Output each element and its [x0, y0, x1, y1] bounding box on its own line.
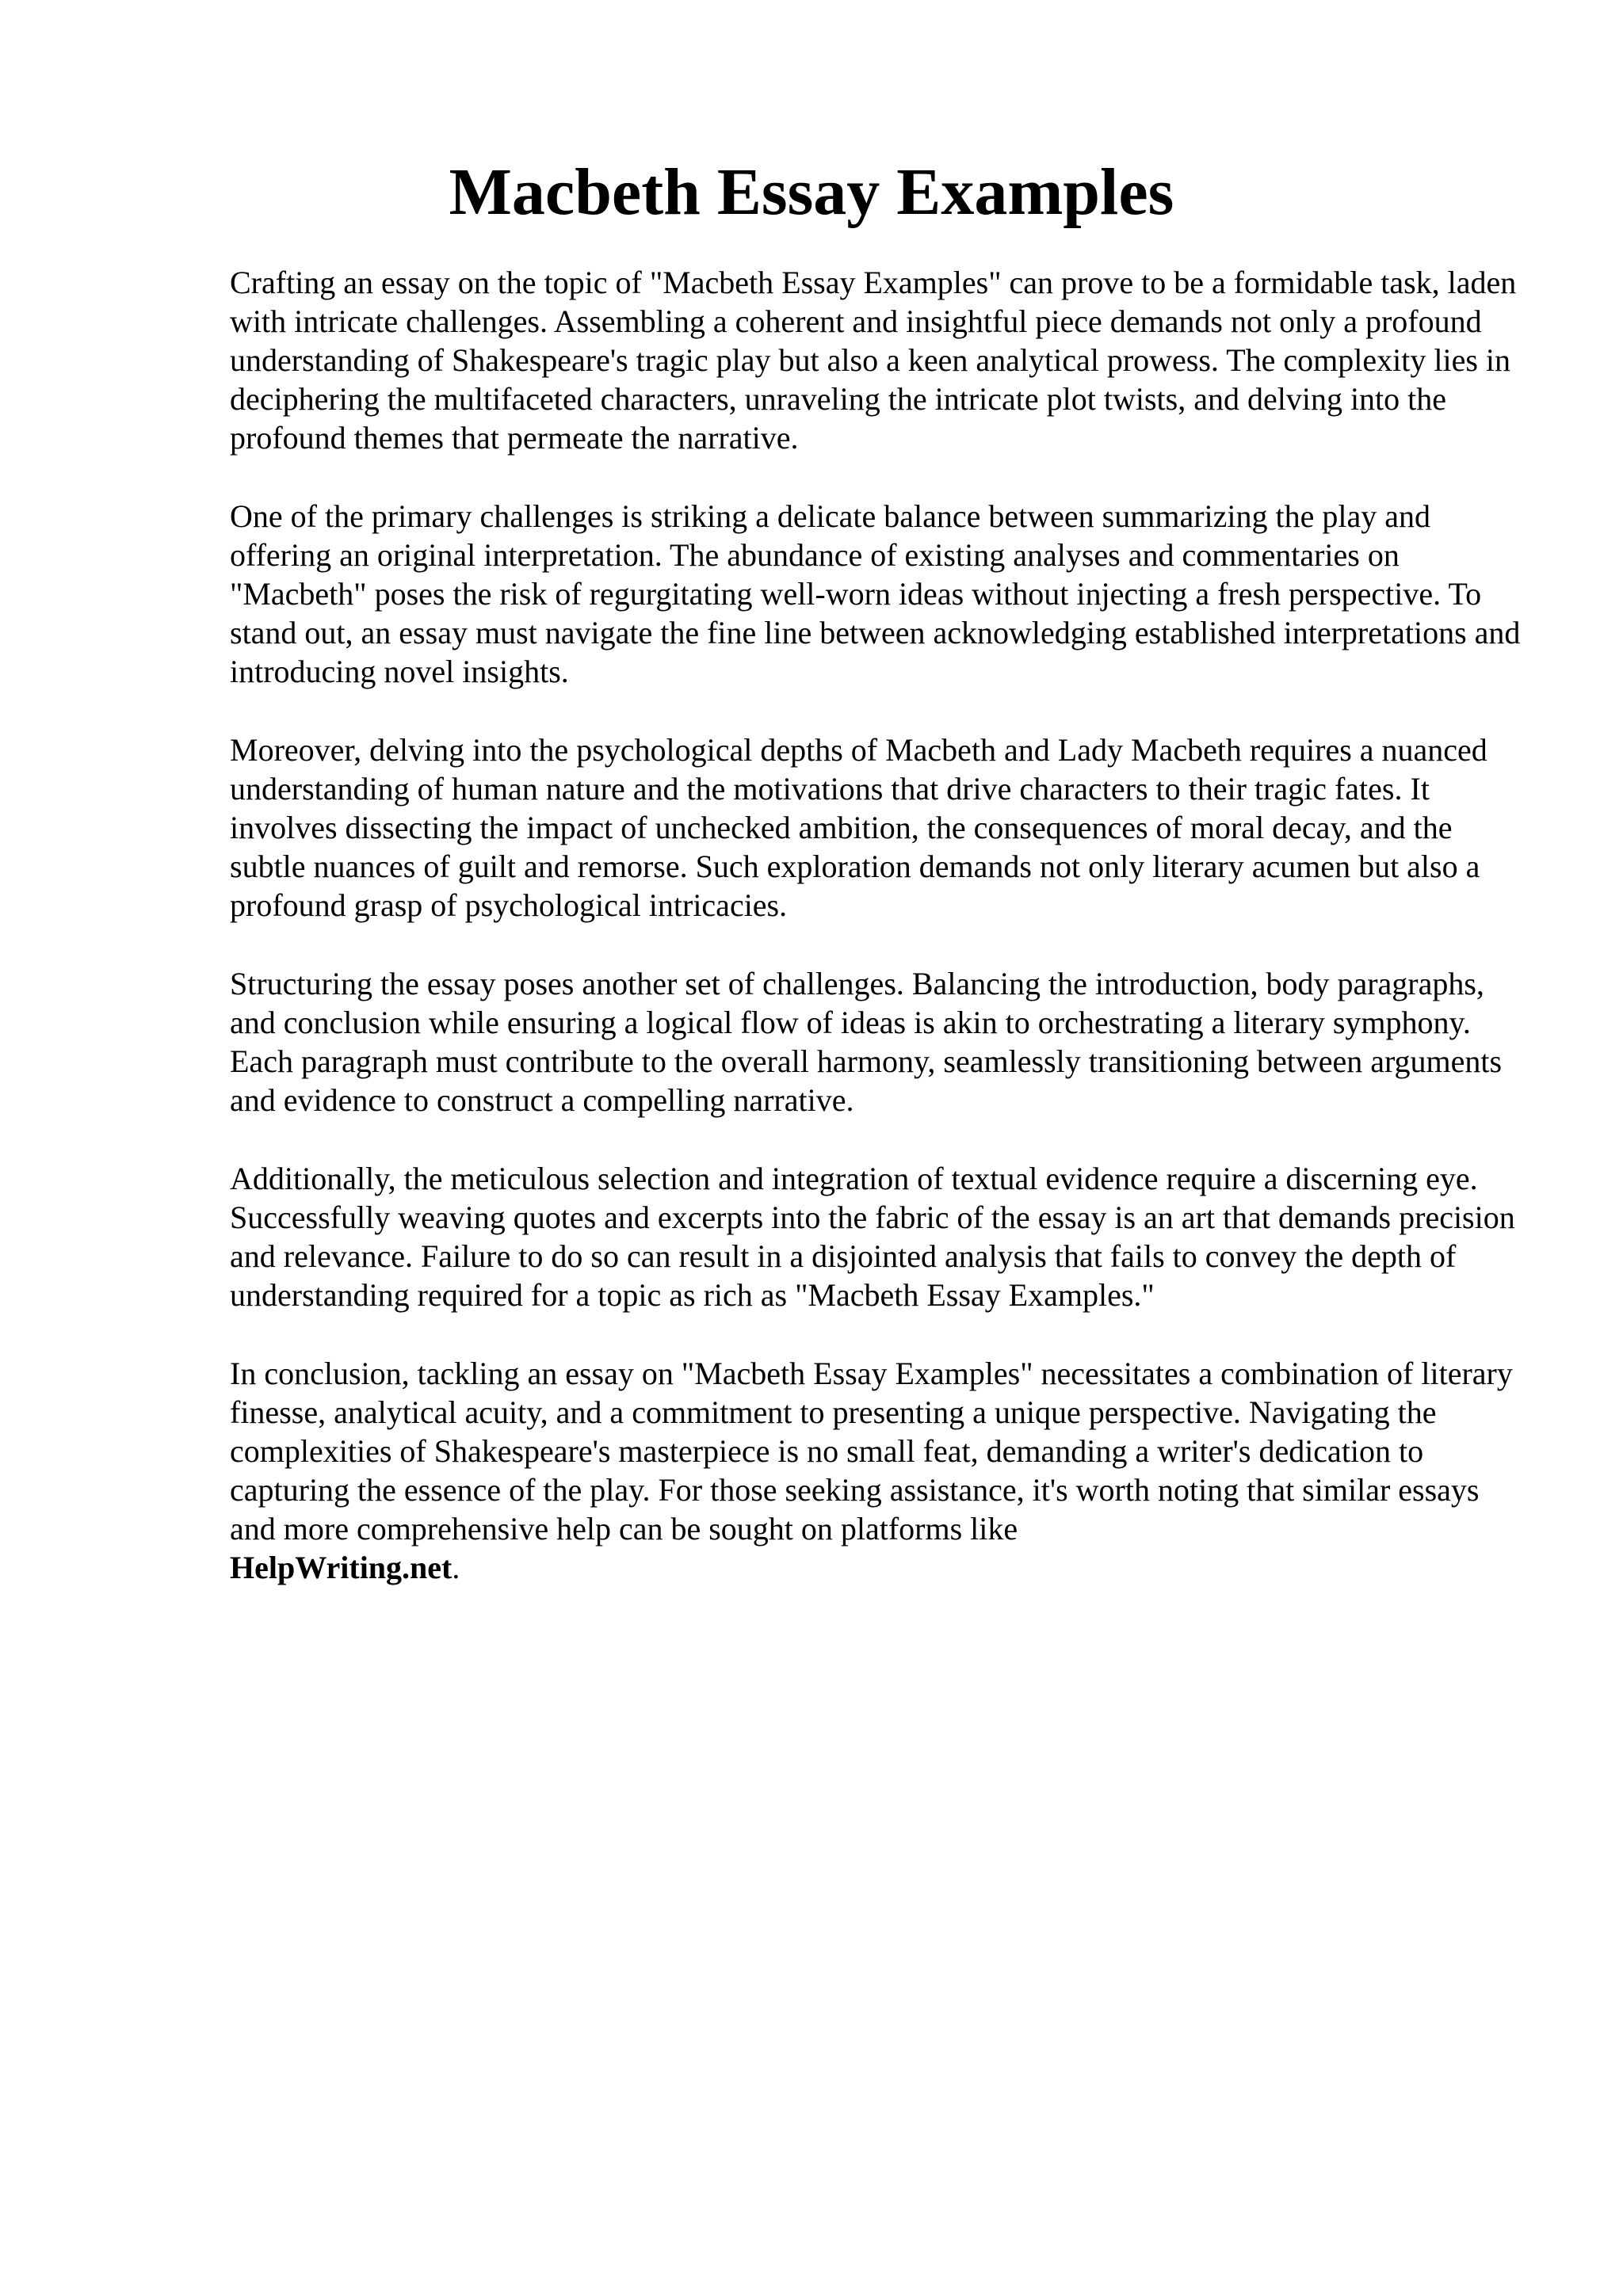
- page-title: Macbeth Essay Examples: [449, 155, 1174, 229]
- paragraph-1: Crafting an essay on the topic of "Macbeth Essay Examples" can prove to be a formidable task, laden with intricate challenges. Assembling a coherent and insightful piece demands not only a profound understanding of Shakespeare's tragic play but also a keen analytical prowess. The complexity lies in deciphering the multifaceted characters, unraveling the intricate plot twists, and delving into the profound themes that permeate the narrative.: [230, 265, 1517, 456]
- conclusion-text: In conclusion, tackling an essay on "Macbeth Essay Examples" necessitates a combination of literary finesse, analytical acuity, and a commitment to presenting a unique perspective. Navigating the complexities of Shakespeare's masterpiece is no small feat, demanding a writer's dedication to capturing the essence of the play. For those seeking assistance, it's worth noting that similar essays and more comprehensive help can be sought on platforms like: [230, 1356, 1513, 1547]
- paragraph-conclusion: [230, 1354, 1522, 1587]
- paragraph-4: Structuring the essay poses another set of challenges. Balancing the introduction, body paragraphs, and conclusion while ensuring a logical flow of ideas is akin to orchestrating a literary symphony. Each paragraph must contribute to the overall harmony, seamlessly transitioning between arguments and evidence to construct a compelling narrative.: [230, 966, 1503, 1118]
- paragraph-5: Additionally, the meticulous selection and integration of textual evidence require a discerning eye. Successfully weaving quotes and excerpts into the fabric of the essay is an art that demands precision and relevance. Failure to do so can result in a disjointed analysis that fails to convey the depth of understanding required for a topic as rich as "Macbeth Essay Examples.": [230, 1161, 1515, 1313]
- paragraph-2: One of the primary challenges is striking a delicate balance between summarizing the play and offering an original interpretation. The abundance of existing analyses and commentaries on "Macbeth" poses the risk of regurgitating well-worn ideas without injecting a fresh perspective. To stand out, an essay must navigate the fine line between acknowledging established interpretations and introducing novel insights.: [230, 498, 1521, 689]
- conclusion-period: .: [452, 1550, 460, 1585]
- essay-body: [230, 263, 1522, 1587]
- brand-link[interactable]: HelpWriting.net: [230, 1550, 453, 1585]
- paragraph-3: Moreover, delving into the psychological depths of Macbeth and Lady Macbeth requires a nuanced understanding of human nature and the motivations that drive characters to their tragic fates. It involves dissecting the impact of unchecked ambition, the consequences of moral decay, and the subtle nuances of guilt and remorse. Such exploration demands not only literary acumen but also a profound grasp of psychological intricacies.: [230, 732, 1487, 923]
